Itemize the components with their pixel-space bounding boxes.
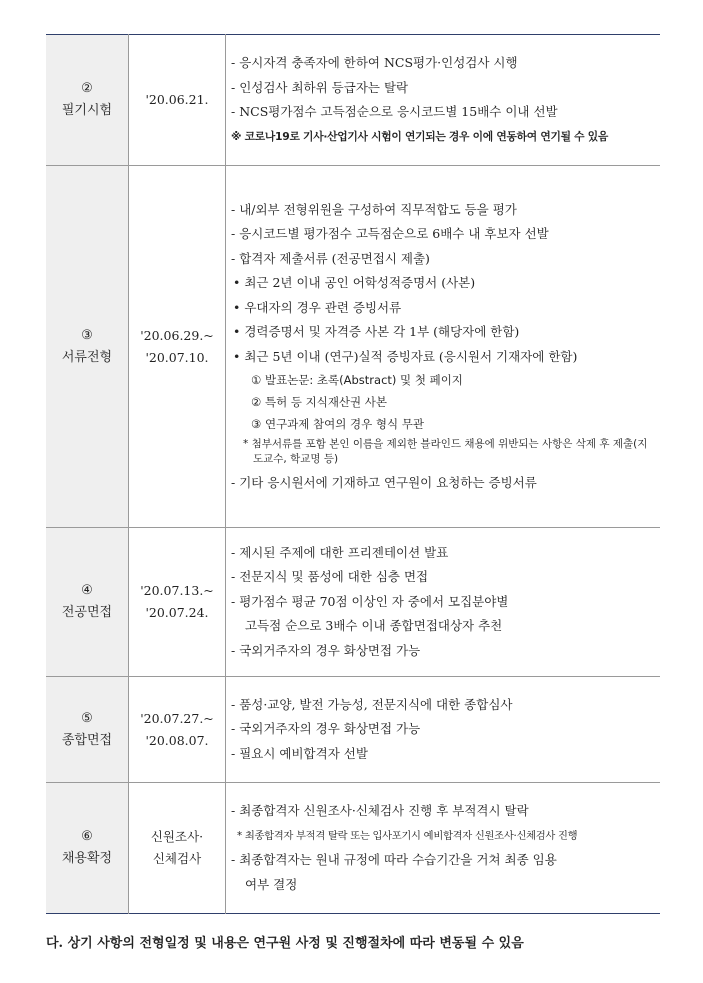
numbered-line: ② 특허 등 지식재산권 사본 [251,395,388,409]
date-text: '20.06.29.~ [140,327,214,343]
table-row [46,166,660,528]
stage-name: 서류전형 [61,349,113,365]
stage-number: ④ [81,583,93,598]
content-cell [226,677,661,783]
bullet-line: • 우대자의 경우 관련 증빙서류 [233,299,402,315]
notice-line: ※ 코로나19로 기사·산업기사 시험이 연기되는 경우 이에 연동하여 연기될 수 있음 [231,129,609,143]
date-text: '20.06.21. [145,92,209,107]
date-cell [129,783,226,914]
stage-cell [46,528,129,677]
numbered-line: ③ 연구과제 참여의 경우 형식 무관 [251,417,425,431]
date-cell [129,166,226,528]
date-text: '20.07.24. [145,605,209,620]
footnote-line: * 최종합격자 부적격 탈락 또는 입사포기시 예비합격자 신원조사·신체검사 진행 [237,829,578,842]
content-cell [226,528,661,677]
date-text: '20.07.13.~ [140,583,214,598]
content-line: - 인성검사 최하위 등급자는 탈락 [231,79,409,95]
content-line: - 제시된 주제에 대한 프리젠테이션 발표 [231,544,449,560]
content-line: - 국외거주자의 경우 화상면접 가능 [231,642,421,658]
table-row [46,677,660,783]
stage-number: ② [81,81,93,96]
stage-cell [46,677,129,783]
content-cell [226,166,661,528]
content-line: - 전문지식 및 품성에 대한 심층 면접 [231,569,429,585]
content-line: - 품성·교양, 발전 가능성, 전문지식에 대한 종합심사 [231,696,513,712]
date-text: '20.07.27.~ [140,710,214,726]
content-line: - 최종합격자는 원내 규정에 따라 수습기간을 거쳐 최종 임용 [231,852,557,867]
table-row [46,35,660,166]
content-line: - 내/외부 전형위원을 구성하여 직무적합도 등을 평가 [231,201,517,217]
footer-note: 다. 상기 사항의 전형일정 및 내용은 연구원 사정 및 진행절차에 따라 변동될 수 있음 [46,936,524,951]
stage-cell [46,35,129,166]
content-line: - 응시자격 충족자에 한하여 NCS평가·인성검사 시행 [231,55,518,70]
stage-number: ⑤ [81,710,93,726]
content-line: - 필요시 예비합격자 선발 [231,745,368,761]
recruitment-schedule-table [46,34,660,914]
date-cell [129,677,226,783]
content-line: - 합격자 제출서류 (전공면접시 제출) [231,250,430,266]
content-line: - 최종합격자 신원조사·신체검사 진행 후 부적격시 탈락 [231,803,529,818]
stage-number: ③ [81,327,93,343]
stage-number: ⑥ [81,829,93,844]
content-line: 여부 결정 [245,876,298,892]
bullet-line: • 최근 2년 이내 공인 어학성적증명서 (사본) [233,275,476,290]
stage-name: 필기시험 [61,103,113,118]
content-line: - 국외거주자의 경우 화상면접 가능 [231,721,421,737]
date-text: 신원조사· [150,829,204,844]
content-line: - 평가점수 평균 70점 이상인 자 중에서 모집분야별 [231,593,509,609]
date-text: 신체검사 [152,851,202,866]
date-text: '20.08.07. [145,732,209,748]
date-cell [129,528,226,677]
stage-cell [46,783,129,914]
stage-name: 종합면접 [61,732,113,748]
date-text: '20.07.10. [145,349,209,365]
content-line: - 기타 응시원서에 기재하고 연구원이 요청하는 증빙서류 [231,475,537,490]
table-row [46,528,660,677]
content-line: 고득점 순으로 3배수 이내 종합면접대상자 추천 [245,618,503,634]
content-line: - NCS평가점수 고득점순으로 응시코드별 15배수 이내 선발 [231,104,558,119]
bullet-line: • 경력증명서 및 자격증 사본 각 1부 (해당자에 한함) [233,324,520,339]
content-line: - 응시코드별 평가점수 고득점순으로 6배수 내 후보자 선발 [231,226,549,241]
content-cell [226,35,661,166]
footnote-line: * 첨부서류를 포함 본인 이름을 제외한 블라인드 채용에 위반되는 사항은 삭제 후 제출(지도교수, 학교명 등) [243,438,648,465]
stage-name: 전공면접 [61,605,113,620]
numbered-line: ① 발표논문: 초록(Abstract) 및 첫 페이지 [251,373,463,387]
bullet-line: • 최근 5년 이내 (연구)실적 증빙자료 (응시원서 기재자에 한함) [233,348,578,364]
stage-cell [46,166,129,528]
content-cell [226,783,661,914]
stage-name: 채용확정 [61,851,113,866]
table-row [46,783,660,914]
date-cell [129,35,226,166]
